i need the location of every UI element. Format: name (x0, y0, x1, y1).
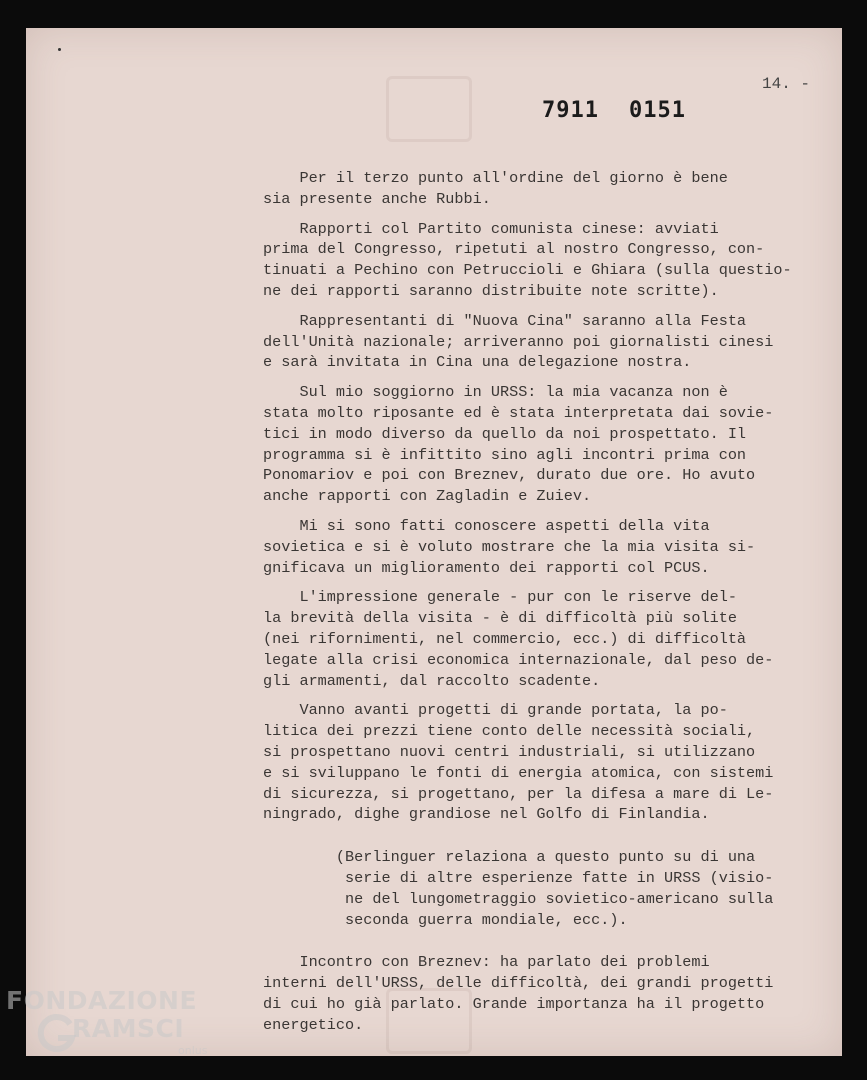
paragraph: Rapporti col Partito comunista cinese: avviati prima del Congresso, ripetuti al nostro Congresso, con- tinuati a Pechino con Petruccioli e Ghiara (sulla questio- ne dei rapporti saranno distribuite note scritte). (263, 219, 792, 300)
paragraph-parenthetical: (Berlinguer relaziona a questo punto su di una serie di altre esperienze fatte in URSS (visio- ne del lungometraggio sovietico-americano sulla seconda guerra mondiale, ecc.). (335, 848, 774, 929)
paragraph: Rappresentanti di "Nuova Cina" saranno alla Festa dell'Unità nazionale; arriveranno poi giornalisti cinesi e sarà invitata in Cina una delegazione nostra. (263, 311, 774, 372)
logo-line-1: FONDAZIONE (6, 986, 198, 1015)
paragraph: Sul mio soggiorno in URSS: la mia vacanza non è stata molto riposante ed è stata interpretata dai sovie- tici in modo diverso da quello da noi prospettato. Il programma si è infittito sino agli incontri prima con Ponomariov e poi con Breznev, durato due ore. Ho avuto anche rapporti con Zagladin e Zuiev. (263, 383, 774, 506)
paragraph: Mi si sono fatti conoscere aspetti della vita sovietica e si è voluto mostrare che la mia visita si- gnificava un miglioramento dei rapporti col PCUS. (263, 516, 756, 577)
fondazione-gramsci-logo (6, 986, 216, 1066)
logo-line-3: onlus (178, 1044, 208, 1057)
paragraph: Per il terzo punto all'ordine del giorno è bene sia presente anche Rubbi. (263, 169, 728, 208)
document-body (263, 168, 823, 1044)
paragraph: L'impressione generale - pur con le riserve del- la brevità della visita - è di difficoltà più solite (nei rifornimenti, nel commercio, ecc.) di difficoltà legate alla crisi economica internazionale, dal peso de- gli armamenti, dal raccolto scadente. (263, 588, 774, 690)
archive-stamp (542, 98, 716, 123)
ink-dot (58, 48, 61, 51)
paragraph: Incontro con Breznev: ha parlato dei problemi interni dell'URSS, delle difficoltà, dei grandi progetti di cui ho già parlato. Grande importanza ha il progetto energetico. (263, 953, 774, 1034)
page-number: 14. - (762, 75, 811, 93)
faint-watermark-emblem-top (386, 76, 472, 142)
paragraph: Vanno avanti progetti di grande portata, la po- litica dei prezzi tiene conto delle necessità sociali, si prospettano nuovi centri industriali, si utilizzano e si sviluppano le fonti di energia atomica, con sistemi di sicurezza, si progettano, per la difesa a mare di Le- ningrado, dighe grandiose nel Golfo di Finlandia. (263, 701, 774, 824)
stamp-number-2: 0151 (628, 98, 686, 123)
stamp-number-1: 7911 (542, 98, 599, 123)
logo-line-2: RAMSCI (72, 1014, 185, 1043)
document-page (26, 28, 842, 1056)
